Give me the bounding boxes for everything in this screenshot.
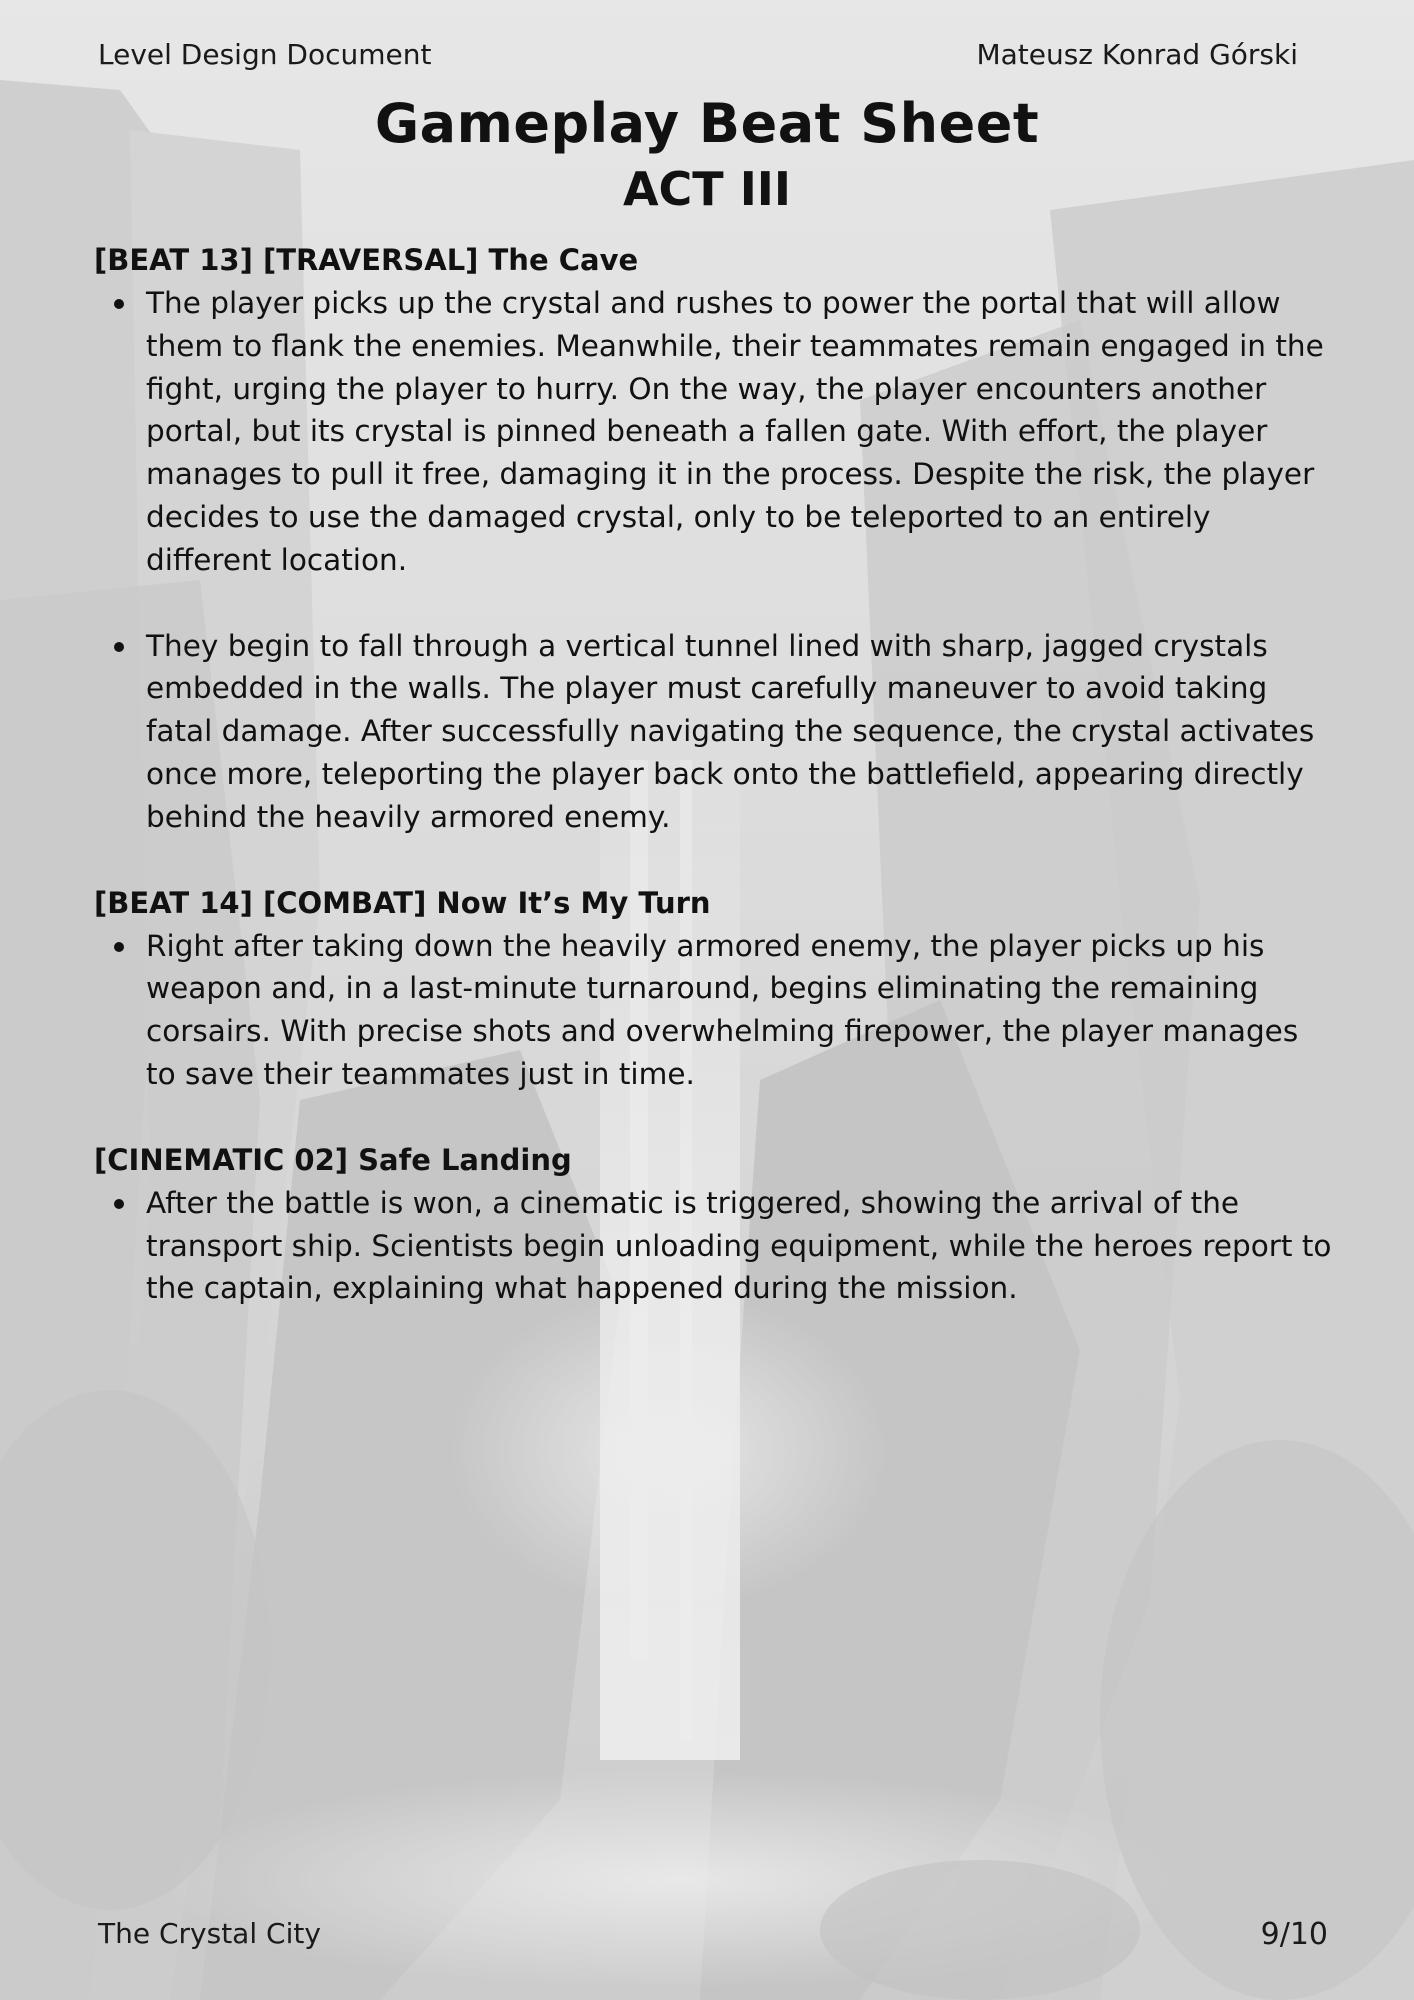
section-beat-13 — [94, 238, 1334, 839]
bullet-icon — [114, 1199, 124, 1209]
content-body — [94, 238, 1334, 1310]
header-document-type: Level Design Document — [98, 38, 432, 71]
section-beat-14 — [94, 881, 1334, 1096]
section-cinematic-02 — [94, 1138, 1334, 1310]
page-number: 9/10 — [1260, 1917, 1328, 1952]
bullet-text: Right after taking down the heavily armored enemy, the player picks up his weapon and, in a last-minute turnaround, begins eliminating the remaining corsairs. With precise shots and overwhelming firepower, the player manages to save their teammates just in time. — [146, 928, 1299, 1091]
page-subtitle: ACT III — [622, 162, 792, 216]
bullet-icon — [114, 299, 124, 309]
list-item — [94, 625, 1334, 839]
bullet-icon — [114, 942, 124, 952]
bullet-list — [94, 1182, 1334, 1310]
footer-project-name: The Crystal City — [98, 1917, 321, 1950]
list-item — [94, 1182, 1334, 1310]
bullet-text: They begin to fall through a vertical tunnel lined with sharp, jagged crystals embedded in the walls. The player must carefully maneuver to avoid taking fatal damage. After successfully navigating the sequence, the crystal activates once more, teleporting the player back onto the battlefield, appearing directly behind the heavily armored enemy. — [146, 628, 1315, 834]
section-heading: [CINEMATIC 02] Safe Landing — [94, 1142, 572, 1177]
list-item — [94, 282, 1334, 582]
header-author: Mateusz Konrad Górski — [976, 38, 1298, 71]
bullet-text: After the battle is won, a cinematic is triggered, showing the arrival of the transport ship. Scientists begin unloading equipment, while the heroes report to the captain, explaining what happened during the mission. — [146, 1185, 1332, 1306]
page-title: Gameplay Beat Sheet — [374, 92, 1040, 155]
section-heading: [BEAT 14] [COMBAT] Now It’s My Turn — [94, 885, 711, 920]
list-item — [94, 925, 1334, 1096]
bullet-text: The player picks up the crystal and rushes to power the portal that will allow them to flank the enemies. Meanwhile, their teammates remain engaged in the fight, urging the player to hurry. On the way, the player encounters another portal, but its crystal is pinned beneath a fallen gate. With effort, the player manages to pull it free, damaging it in the process. Despite the risk, the player decides to use the damaged crystal, only to be teleported to an entirely different location. — [146, 286, 1324, 577]
bullet-list — [94, 925, 1334, 1096]
bullet-list — [94, 282, 1334, 839]
section-heading: [BEAT 13] [TRAVERSAL] The Cave — [94, 243, 639, 277]
bullet-icon — [114, 642, 124, 652]
